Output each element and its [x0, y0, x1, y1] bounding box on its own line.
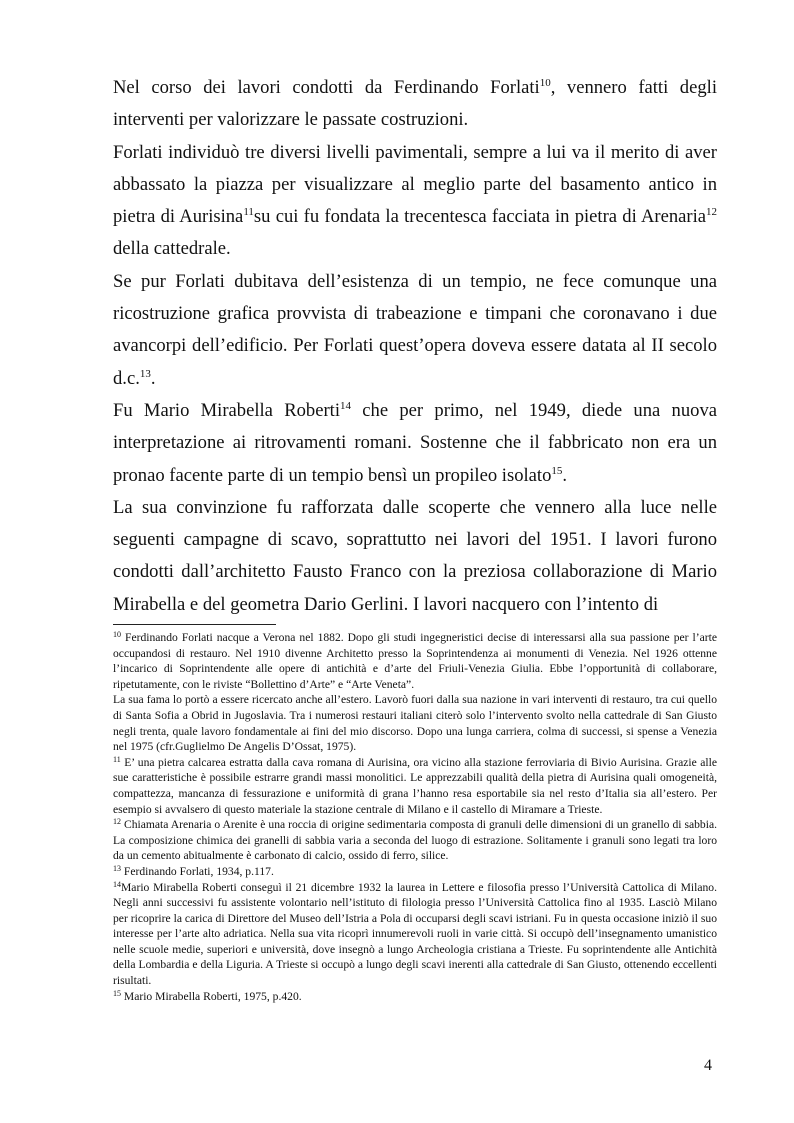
footnote-13: $^{13}$ Ferdinando Forlati, 1934, p.117. — [113, 863, 274, 878]
footnote-ref: 11 — [243, 206, 254, 219]
footnote-number: 10 — [113, 630, 121, 639]
footnote-10-continued: La sua fama lo portò a essere ricercato anche all’estero. Lavorò fuori dalla sua nazione in vari interventi di restauro, tra cui quello di Santa Sofia a Obrid in Jugoslavia. Tra i numerosi restauri italiani citerò solo l’intervento svolto nella cattedrale di San Giusto negli trenta, quale lavoro fondamentale ai fini del mio discorso. Dopo una lunga carriera, colma di successi, si spense a Venezia nel 1975 (cfr.Guglielmo De Angelis D’Ossat, 1975). — [113, 693, 717, 754]
paragraph: Se pur Forlati dubitava dell’esistenza di un tempio, ne fece comunque una ricostruzione grafica provvista di trabeazione e timpani che coronavano i due avancorpi dell’edificio. Per Forlati quest’opera doveva essere datata al II secolo d.c.$^{13}$. — [113, 270, 717, 389]
footnotes — [113, 630, 717, 1004]
footnote-14: $^{14}$Mario Mirabella Roberti conseguì il 21 dicembre 1932 la laurea in Lettere e filosofia presso l’Università Cattolica di Milano. Negli anni successivi fu assistente volontario nell’istituto di filologia presso l’Università Cattolica fino al 1935. Lasciò Milano per ricoprire la carica di Direttore del Museo dell’Istria a Pola di occuparsi degli scavi istriani. Fu in questa occasione iniziò il suo interesse per l’arte alto adriatica. Nella sua vita ricoprì innumerevoli ruoli in varie città. Si occupò dell’insegnamento umanistico nelle scuole medie, superiori e università, dove insegnò a lungo Archeologia cristiana a Trieste. Fu soprintendente alle Antichità della Lombardia e della Liguria. A Trieste si occupò a lungo degli scavi inerenti alla cattedrale di San Giusto, ottenendo eccellenti risultati. — [113, 879, 717, 988]
footnote-10: $^{10}$ Ferdinando Forlati nacque a Verona nel 1882. Dopo gli studi ingegneristici decise di interessarsi alla sua passione per l’arte occupandosi di restauro. Nel 1910 divenne Architetto presso la Soprintendenza ai monumenti di Venezia. Nel 1926 ottenne l’incarico di Soprintendente alle opere di antichità e d’arte del Friuli-Venezia Giulia. Ebbe l’opportunità di collaborare, ripetutamente, con le riviste “Bollettino d’Arte” e “Arte Veneta”. — [113, 630, 717, 691]
footnote-number: 13 — [113, 863, 121, 873]
page-number: 4 — [704, 1057, 712, 1074]
footnote-number: 11 — [113, 754, 121, 764]
footnote-11: $^{11}$ E’ una pietra calcarea estratta dalla cava romana di Aurisina, ora vicino alla stazione ferroviaria di Bivio Aurisina. Grazie alle sue caratteristiche è possibile estrarre grandi massi monolitici. Le apprezzabili qualità della pietra di Aurisina quali omogeneità, compattezza, mancanza di fessurazione e uniformità di grana l’hanno resa esportabile sia nel resto d’Italia sia all’estero. Per esempio si avvalsero di questo materiale la stazione centrale di Milano e il castello di Miramare a Trieste. — [113, 754, 717, 816]
body-text — [113, 72, 717, 621]
footnote-separator — [113, 624, 276, 625]
paragraph: Nel corso dei lavori condotti da Ferdinando Forlati$^{10}$, vennero fatti degli interventi per valorizzare le passate costruzioni. — [113, 77, 717, 131]
footnote-number: 15 — [113, 988, 121, 998]
footnote-ref: 10 — [539, 77, 551, 89]
footnote-ref: 13 — [139, 367, 151, 380]
paragraph: Fu Mario Mirabella Roberti$^{14}$ che per primo, nel 1949, diede una nuova interpretazione ai ritrovamenti romani. Sostenne che il fabbricato non era un pronao facente parte di un tempio bensì un propileo isolato$^{15}$. — [113, 399, 718, 486]
paragraph: Forlati individuò tre diversi livelli pavimentali, sempre a lui va il merito di aver abbassato la piazza per visualizzare al meglio parte del basamento antico in pietra di Aurisina$^{11}$su cui fu fondata la trecentesca facciata in pietra di Arenaria$^{12}$ della cattedrale. — [113, 141, 718, 260]
footnote-12: $^{12}$ Chiamata Arenaria o Arenite è una roccia di origine sedimentaria composta di granuli delle dimensioni di un granello di sabbia. La composizione chimica dei granelli di sabbia varia a seconda del luogo di estrazione. Solitamente i granuli sono legati tra loro da un cemento abitualmente è carbonato di calcio, ossido di ferro, silice. — [113, 817, 717, 863]
footnote-ref: 15 — [551, 464, 563, 477]
footnote-number: 12 — [113, 817, 121, 827]
footnote-ref: 12 — [706, 206, 718, 219]
footnote-ref: 14 — [340, 399, 351, 412]
footnote-number: 14 — [113, 879, 121, 889]
footnote-15: $^{15}$ Mario Mirabella Roberti, 1975, p.420. — [113, 988, 302, 1003]
paragraph: La sua convinzione fu rafforzata dalle scoperte che vennero alla luce nelle seguenti campagne di scavo, soprattutto nei lavori del 1951. I lavori furono condotti dall’architetto Fausto Franco con la preziosa collaborazione di Mario Mirabella e del geometra Dario Gerlini. I lavori nacquero con l’intento di — [113, 496, 717, 615]
